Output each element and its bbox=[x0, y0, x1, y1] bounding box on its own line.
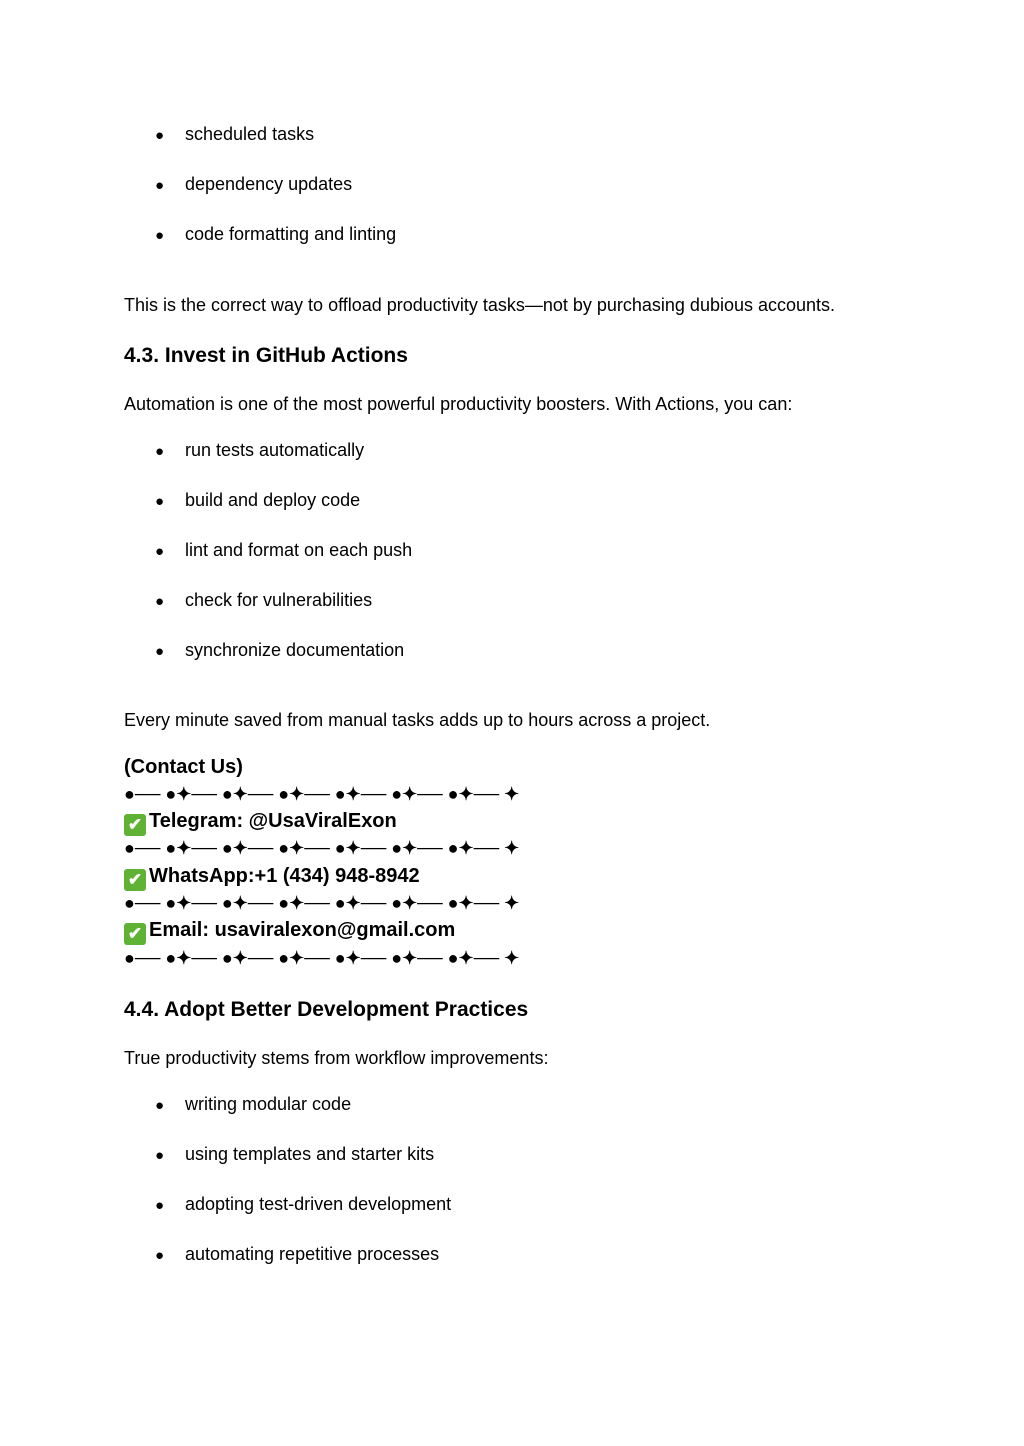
bullet-icon: ● bbox=[155, 127, 165, 144]
list-item bbox=[155, 539, 412, 563]
bullet-icon: ● bbox=[155, 593, 165, 610]
list-item bbox=[155, 123, 314, 147]
list-item-text: build and deploy code bbox=[185, 490, 361, 510]
list-item bbox=[155, 639, 404, 663]
list-item-text: synchronize documentation bbox=[185, 640, 405, 660]
section-heading: 4.3. Invest in GitHub Actions bbox=[124, 344, 408, 367]
check-icon: ✔ bbox=[124, 869, 146, 891]
list-item bbox=[155, 173, 352, 197]
list-item-text: adopting test-driven development bbox=[185, 1194, 452, 1214]
contact-telegram bbox=[124, 809, 397, 836]
list-item-text: scheduled tasks bbox=[185, 124, 315, 144]
list-item bbox=[155, 589, 372, 613]
list-item-text: writing modular code bbox=[185, 1094, 352, 1114]
bullet-icon: ● bbox=[155, 1197, 165, 1214]
bullet-icon: ● bbox=[155, 493, 165, 510]
bullet-icon: ● bbox=[155, 443, 165, 460]
bullet-icon: ● bbox=[155, 1147, 165, 1164]
check-icon: ✔ bbox=[124, 923, 146, 945]
list-item bbox=[155, 1243, 439, 1267]
list-item bbox=[155, 1093, 351, 1117]
list-item-text: check for vulnerabilities bbox=[185, 590, 373, 610]
paragraph: Automation is one of the most powerful productivity boosters. With Actions, you can: bbox=[124, 394, 793, 414]
list-item-text: using templates and starter kits bbox=[185, 1144, 435, 1164]
list-item-text: lint and format on each push bbox=[185, 540, 413, 560]
paragraph: This is the correct way to offload productivity tasks—not by purchasing dubious accounts. bbox=[124, 295, 836, 315]
separator: ●── ●✦── ●✦── ●✦── ●✦── ●✦── ●✦── ✦ bbox=[124, 893, 520, 913]
contact-whatsapp bbox=[124, 864, 420, 891]
list-item bbox=[155, 1193, 451, 1217]
list-item-text: code formatting and linting bbox=[185, 224, 397, 244]
list-item bbox=[155, 489, 360, 513]
contact-email bbox=[124, 918, 455, 945]
email-text: Email: usaviralexon@gmail.com bbox=[149, 919, 456, 941]
paragraph: True productivity stems from workflow improvements: bbox=[124, 1048, 549, 1068]
list-item bbox=[155, 1143, 434, 1167]
bullet-icon: ● bbox=[155, 643, 165, 660]
separator: ●── ●✦── ●✦── ●✦── ●✦── ●✦── ●✦── ✦ bbox=[124, 838, 520, 858]
bullet-icon: ● bbox=[155, 1097, 165, 1114]
telegram-text: Telegram: @UsaViralExon bbox=[149, 810, 397, 832]
separator: ●── ●✦── ●✦── ●✦── ●✦── ●✦── ●✦── ✦ bbox=[124, 784, 520, 804]
whatsapp-text: WhatsApp:+1 (434) 948-8942 bbox=[149, 865, 420, 887]
section-heading: 4.4. Adopt Better Development Practices bbox=[124, 998, 529, 1021]
paragraph: Every minute saved from manual tasks adds up to hours across a project. bbox=[124, 710, 711, 730]
contact-title: (Contact Us) bbox=[124, 756, 243, 778]
bullet-icon: ● bbox=[155, 543, 165, 560]
list-item bbox=[155, 223, 396, 247]
separator: ●── ●✦── ●✦── ●✦── ●✦── ●✦── ●✦── ✦ bbox=[124, 948, 520, 968]
list-item-text: run tests automatically bbox=[185, 440, 365, 460]
list-item-text: automating repetitive processes bbox=[185, 1244, 440, 1264]
check-icon: ✔ bbox=[124, 814, 146, 836]
list-item-text: dependency updates bbox=[185, 174, 353, 194]
bullet-icon: ● bbox=[155, 227, 165, 244]
bullet-icon: ● bbox=[155, 177, 165, 194]
bullet-icon: ● bbox=[155, 1247, 165, 1264]
list-item bbox=[155, 439, 364, 463]
